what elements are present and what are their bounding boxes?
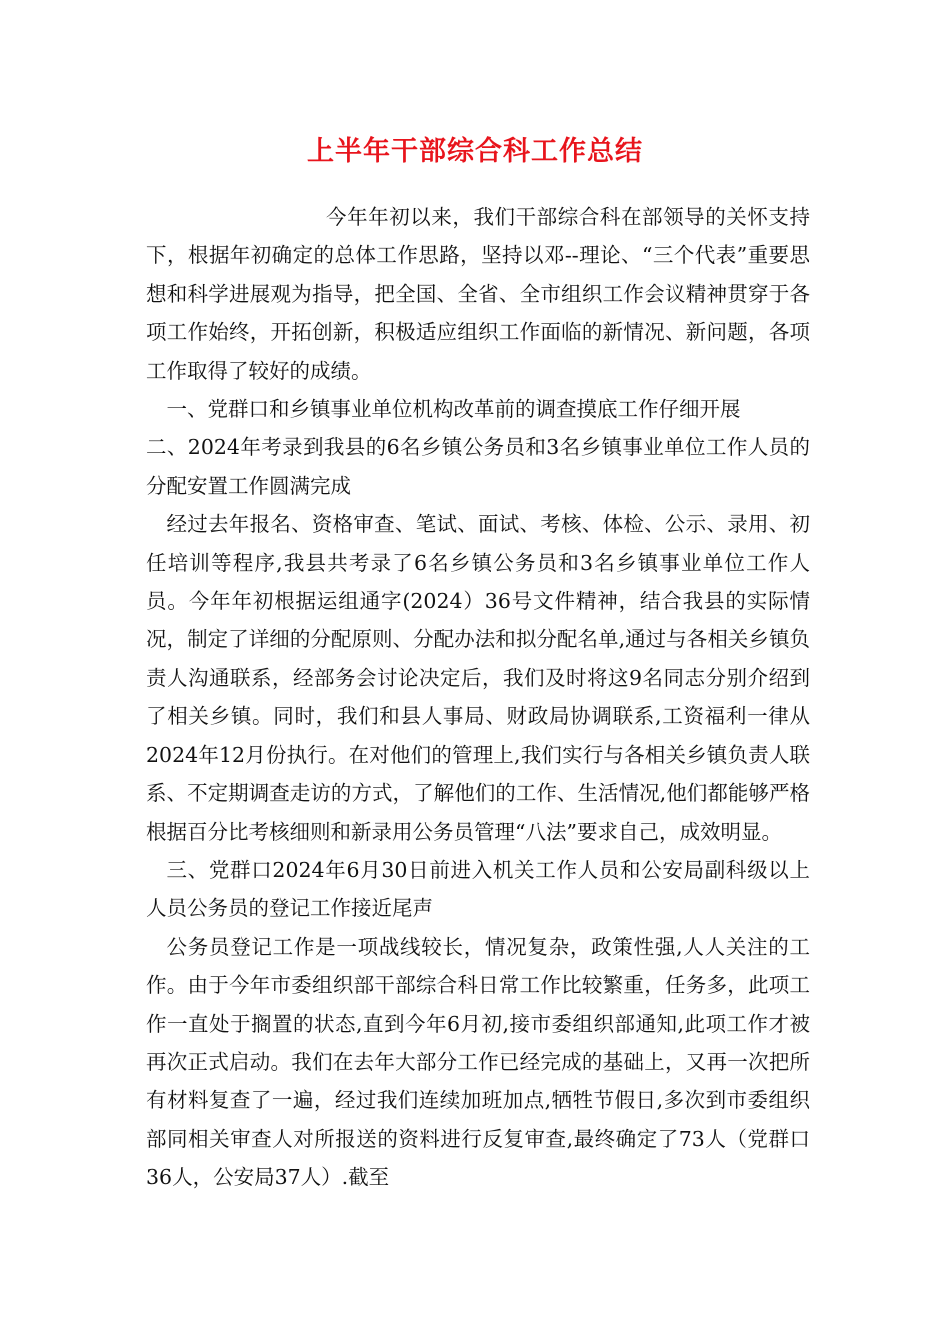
- section-heading-3: 三、党群口2024年6月30日前进入机关工作人员和公安局副科级以上人员公务员的登记工作接近尾声: [146, 857, 810, 921]
- document-title: 上半年干部综合科工作总结: [307, 136, 643, 167]
- section-2-paragraph: 经过去年报名、资格审查、笔试、面试、考核、体检、公示、录用、初任培训等程序,我县共考录了6名乡镇公务员和3名乡镇事业单位工作人员。今年年初根据运组通字(2024）36号文件精神，结合我县的实际情况，制定了详细的分配原则、分配办法和拟分配名单,通过与各相关乡镇负责人沟通联系，经部务会讨论决定后，我们及时将这9名同志分别介绍到了相关乡镇。同时，我们和县人事局、财政局协调联系,工资福利一律从2024年12月份执行。在对他们的管理上,我们实行与各相关乡镇负责人联系、不定期调查走访的方式，了解他们的工作、生活情况,他们都能够严格根据百分比考核细则和新录用公务员管理“八法”要求自己，成效明显。: [146, 512, 810, 844]
- section-3-paragraph: 公务员登记工作是一项战线较长，情况复杂，政策性强,人人关注的工作。由于今年市委组织部干部综合科日常工作比较繁重，任务多，此项工作一直处于搁置的状态,直到今年6月初,接市委组织部通知,此项工作才被再次正式启动。我们在去年大部分工作已经完成的基础上，又再一次把所有材料复查了一遍，经过我们连续加班加点,牺牲节假日,多次到市委组织部同相关审查人对所报送的资料进行反复审查,最终确定了73人（党群口36人，公安局37人）.截至: [146, 934, 810, 1190]
- document-body: [146, 198, 810, 1197]
- section-heading-2: 二、2024年考录到我县的6名乡镇公务员和3名乡镇事业单位工作人员的分配安置工作圆满完成: [146, 435, 810, 498]
- intro-paragraph: 今年年初以来，我们干部综合科在部领导的关怀支持下，根据年初确定的总体工作思路，坚持以邓--理论、“三个代表”重要思想和科学进展观为指导，把全国、全省、全市组织工作会议精神贯穿于各项工作始终，开拓创新，积极适应组织工作面临的新情况、新问题，各项工作取得了较好的成绩。: [146, 205, 810, 383]
- section-heading-1: 一、党群口和乡镇事业单位机构改革前的调查摸底工作仔细开展: [166, 397, 741, 422]
